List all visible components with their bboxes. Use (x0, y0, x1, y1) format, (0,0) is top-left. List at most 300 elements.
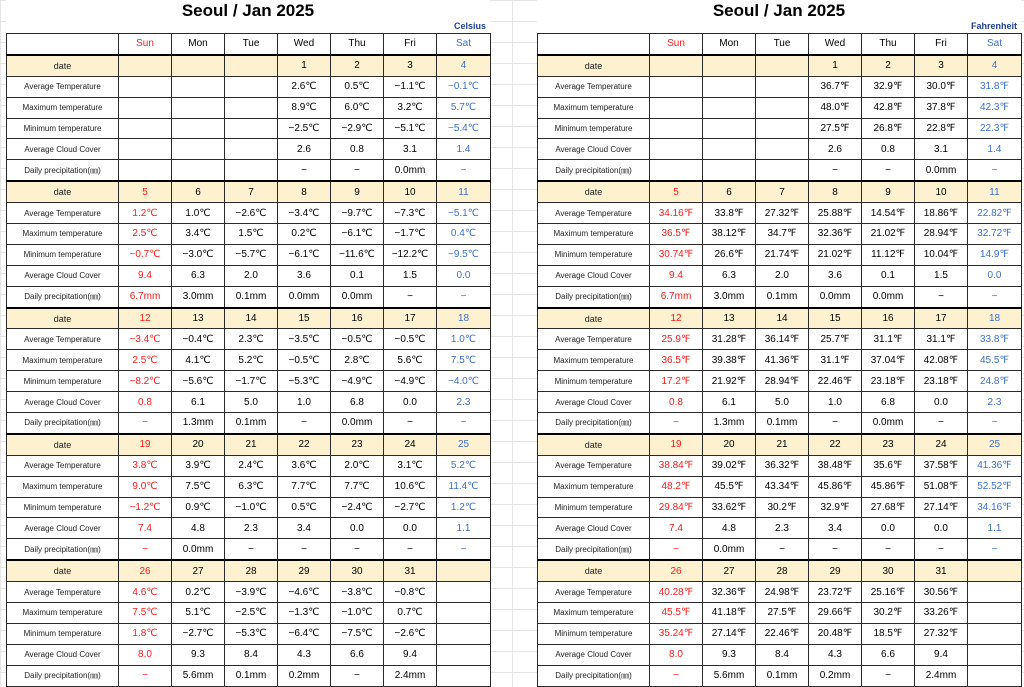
value-cell: 3.6 (809, 265, 862, 286)
value-cell (437, 603, 491, 624)
value-cell: 30.2℉ (756, 497, 809, 518)
date-cell: 5 (119, 181, 172, 202)
value-cell: 5.1℃ (172, 603, 225, 624)
value-cell: 33.62℉ (703, 497, 756, 518)
row-label: Maximum temperature (7, 224, 119, 245)
row-label: Daily precipitation(㎜) (538, 160, 650, 181)
value-cell (650, 97, 703, 118)
value-cell: 3.6℃ (278, 455, 331, 476)
row-label: Minimum temperature (7, 497, 119, 518)
value-cell (172, 97, 225, 118)
date-cell: 30 (331, 560, 384, 581)
value-cell: 0.8 (862, 139, 915, 160)
value-cell: 36.32℉ (756, 455, 809, 476)
value-cell: 27.68℉ (862, 497, 915, 518)
value-cell: 32.72℉ (968, 224, 1022, 245)
value-cell: 41.36℉ (756, 350, 809, 371)
value-cell: − (809, 539, 862, 560)
value-cell: −0.8℃ (384, 582, 437, 603)
precip-row (7, 665, 491, 686)
value-cell: 0.5℃ (278, 497, 331, 518)
value-cell: 1.1 (968, 518, 1022, 539)
value-cell: 7.7℃ (331, 476, 384, 497)
date-cell: 16 (331, 308, 384, 329)
value-cell: 33.8℉ (968, 329, 1022, 350)
row-label: date (7, 55, 119, 76)
value-cell: 38.84℉ (650, 455, 703, 476)
row-label: Average Cloud Cover (538, 644, 650, 665)
value-cell (225, 139, 278, 160)
row-label: Daily precipitation(㎜) (7, 160, 119, 181)
row-label: Average Temperature (538, 76, 650, 97)
value-cell (756, 160, 809, 181)
value-cell: 24.8℉ (968, 371, 1022, 392)
precip-row (538, 286, 1022, 307)
value-cell: 41.36℉ (968, 455, 1022, 476)
row-label: Daily precipitation(㎜) (7, 413, 119, 434)
avg-temp-row (7, 76, 491, 97)
row-label: Average Temperature (7, 455, 119, 476)
date-cell: 29 (278, 560, 331, 581)
value-cell: 23.18℉ (862, 371, 915, 392)
avg-temp-row (538, 455, 1022, 476)
value-cell: 32.36℉ (703, 582, 756, 603)
value-cell: − (809, 413, 862, 434)
date-cell: 27 (172, 560, 225, 581)
value-cell: − (278, 413, 331, 434)
value-cell: −8.2℃ (119, 371, 172, 392)
value-cell (119, 97, 172, 118)
value-cell: 3.0mm (172, 286, 225, 307)
date-cell: 21 (225, 434, 278, 455)
value-cell: 39.02℉ (703, 455, 756, 476)
value-cell: − (915, 539, 968, 560)
row-label: Average Temperature (7, 203, 119, 224)
value-cell: 14.9℉ (968, 244, 1022, 265)
row-label: Average Cloud Cover (7, 518, 119, 539)
value-cell: 6.3 (172, 265, 225, 286)
value-cell: 0.0 (384, 392, 437, 413)
value-cell: 1.0 (809, 392, 862, 413)
value-cell: − (225, 539, 278, 560)
value-cell: −6.4℃ (278, 623, 331, 644)
min-temp-row (538, 497, 1022, 518)
row-label: Minimum temperature (7, 244, 119, 265)
date-row (7, 181, 491, 202)
date-cell: 19 (650, 434, 703, 455)
precip-row (538, 539, 1022, 560)
value-cell: −4.9℃ (384, 371, 437, 392)
value-cell: 25.7℉ (809, 329, 862, 350)
min-temp-row (538, 623, 1022, 644)
value-cell: 2.6 (809, 139, 862, 160)
value-cell: 33.8℉ (703, 203, 756, 224)
value-cell: 21.92℉ (703, 371, 756, 392)
value-cell: 36.5℉ (650, 224, 703, 245)
value-cell (437, 644, 491, 665)
date-cell: 3 (384, 55, 437, 76)
value-cell: 48.0℉ (809, 97, 862, 118)
value-cell: 0.0 (437, 265, 491, 286)
value-cell: 17.2℉ (650, 371, 703, 392)
weekday-header-row (7, 34, 491, 55)
value-cell: 0.8 (331, 139, 384, 160)
date-cell: 2 (862, 55, 915, 76)
value-cell: 2.0 (756, 265, 809, 286)
value-cell: −5.1℃ (437, 203, 491, 224)
min-temp-row (7, 623, 491, 644)
value-cell: 5.6mm (703, 665, 756, 686)
min-temp-row (538, 244, 1022, 265)
value-cell: 0.0 (862, 518, 915, 539)
value-cell: − (437, 539, 491, 560)
avg-temp-row (538, 76, 1022, 97)
row-label: Average Temperature (7, 582, 119, 603)
date-cell: 13 (172, 308, 225, 329)
value-cell: 23.72℉ (809, 582, 862, 603)
value-cell: −5.3℃ (225, 623, 278, 644)
value-cell: 27.5℉ (809, 118, 862, 139)
value-cell: −4.0℃ (437, 371, 491, 392)
value-cell (172, 76, 225, 97)
value-cell: 45.86℉ (862, 476, 915, 497)
value-cell: 9.4 (384, 644, 437, 665)
unit-label: Fahrenheit (970, 21, 1017, 31)
avg-temp-row (7, 203, 491, 224)
date-cell: 11 (968, 181, 1022, 202)
value-cell: 28.94℉ (915, 224, 968, 245)
value-cell: −1.0℃ (331, 603, 384, 624)
value-cell: −2.5℃ (225, 603, 278, 624)
value-cell: 38.48℉ (809, 455, 862, 476)
value-cell: 2.3℃ (225, 329, 278, 350)
value-cell: −5.7℃ (225, 244, 278, 265)
row-label: Minimum temperature (7, 623, 119, 644)
value-cell: 20.48℉ (809, 623, 862, 644)
weather-table (537, 33, 1022, 687)
value-cell (172, 118, 225, 139)
value-cell: 29.84℉ (650, 497, 703, 518)
value-cell: 3.2℃ (384, 97, 437, 118)
value-cell: 0.1mm (756, 286, 809, 307)
value-cell: 25.9℉ (650, 329, 703, 350)
value-cell: 2.4mm (384, 665, 437, 686)
value-cell: −3.4℃ (119, 329, 172, 350)
value-cell: 36.5℉ (650, 350, 703, 371)
value-cell: 25.16℉ (862, 582, 915, 603)
value-cell: 39.38℉ (703, 350, 756, 371)
date-cell: 18 (968, 308, 1022, 329)
value-cell: 3.4 (278, 518, 331, 539)
header-corner (7, 34, 119, 55)
date-cell (968, 560, 1022, 581)
value-cell (437, 582, 491, 603)
precip-row (538, 413, 1022, 434)
date-cell: 23 (331, 434, 384, 455)
date-cell: 2 (331, 55, 384, 76)
value-cell: 31.1℉ (862, 329, 915, 350)
row-label: Average Temperature (7, 76, 119, 97)
cloud-cover-row (538, 644, 1022, 665)
precip-row (538, 665, 1022, 686)
row-label: date (7, 560, 119, 581)
value-cell (968, 603, 1022, 624)
date-cell: 24 (915, 434, 968, 455)
weekday-header: Mon (172, 34, 225, 55)
value-cell: 45.5℉ (703, 476, 756, 497)
value-cell: −3.4℃ (278, 203, 331, 224)
date-cell (225, 55, 278, 76)
value-cell: −1.0℃ (225, 497, 278, 518)
row-label: Daily precipitation(㎜) (7, 539, 119, 560)
date-cell: 28 (756, 560, 809, 581)
value-cell: 0.2℃ (278, 224, 331, 245)
value-cell: 0.1 (862, 265, 915, 286)
row-label: Average Cloud Cover (538, 139, 650, 160)
date-cell: 22 (809, 434, 862, 455)
value-cell: 1.5 (384, 265, 437, 286)
row-label: date (538, 308, 650, 329)
date-cell: 20 (703, 434, 756, 455)
value-cell: 0.2mm (809, 665, 862, 686)
value-cell: −0.4℃ (172, 329, 225, 350)
value-cell: − (809, 160, 862, 181)
value-cell: 8.9℃ (278, 97, 331, 118)
precip-row (7, 413, 491, 434)
value-cell (650, 118, 703, 139)
value-cell: 1.2℃ (119, 203, 172, 224)
value-cell: 2.6 (278, 139, 331, 160)
value-cell: 0.1 (331, 265, 384, 286)
value-cell: 1.5 (915, 265, 968, 286)
date-cell: 31 (915, 560, 968, 581)
value-cell: 23.18℉ (915, 371, 968, 392)
value-cell: −2.9℃ (331, 118, 384, 139)
value-cell: −5.3℃ (278, 371, 331, 392)
value-cell: 1.3mm (172, 413, 225, 434)
date-cell: 1 (278, 55, 331, 76)
weekday-header: Fri (915, 34, 968, 55)
precip-row (7, 539, 491, 560)
row-label: Average Cloud Cover (538, 518, 650, 539)
value-cell: 0.0mm (703, 539, 756, 560)
value-cell: 9.3 (703, 644, 756, 665)
value-cell (756, 139, 809, 160)
value-cell (650, 76, 703, 97)
value-cell: − (437, 413, 491, 434)
date-cell: 24 (384, 434, 437, 455)
value-cell: 0.0 (915, 392, 968, 413)
value-cell: 0.0mm (862, 286, 915, 307)
value-cell: −6.1℃ (278, 244, 331, 265)
value-cell: 43.34℉ (756, 476, 809, 497)
value-cell: −1.7℃ (384, 224, 437, 245)
value-cell: 22.8℉ (915, 118, 968, 139)
value-cell: 10.04℉ (915, 244, 968, 265)
date-cell: 16 (862, 308, 915, 329)
value-cell: 35.6℉ (862, 455, 915, 476)
value-cell: −2.6℃ (225, 203, 278, 224)
value-cell: 1.0℃ (437, 329, 491, 350)
avg-temp-row (7, 455, 491, 476)
row-label: Average Cloud Cover (7, 139, 119, 160)
value-cell: 0.1mm (225, 286, 278, 307)
weekday-header: Sat (437, 34, 491, 55)
value-cell: 5.0 (225, 392, 278, 413)
value-cell: 36.14℉ (756, 329, 809, 350)
date-cell: 7 (756, 181, 809, 202)
panel-title: Seoul / Jan 2025 (712, 1, 846, 20)
max-temp-row (7, 603, 491, 624)
value-cell: 30.56℉ (915, 582, 968, 603)
value-cell (703, 76, 756, 97)
date-cell: 19 (119, 434, 172, 455)
fahrenheit-panel (537, 0, 1021, 687)
value-cell: 31.1℉ (809, 350, 862, 371)
value-cell: 45.5℉ (650, 603, 703, 624)
value-cell: 0.7℃ (384, 603, 437, 624)
value-cell: 6.6 (862, 644, 915, 665)
weekday-header: Tue (225, 34, 278, 55)
value-cell (119, 118, 172, 139)
value-cell (650, 139, 703, 160)
value-cell: 21.02℉ (809, 244, 862, 265)
value-cell: − (968, 286, 1022, 307)
date-cell: 4 (437, 55, 491, 76)
row-label: Daily precipitation(㎜) (7, 286, 119, 307)
value-cell: 0.0mm (915, 160, 968, 181)
row-label: Average Cloud Cover (538, 265, 650, 286)
date-cell: 20 (172, 434, 225, 455)
date-row (7, 55, 491, 76)
row-label: Average Cloud Cover (7, 644, 119, 665)
row-label: Average Cloud Cover (7, 265, 119, 286)
value-cell: 6.8 (331, 392, 384, 413)
value-cell: −0.5℃ (331, 329, 384, 350)
row-label: Minimum temperature (7, 371, 119, 392)
date-cell: 9 (331, 181, 384, 202)
value-cell: 26.6℉ (703, 244, 756, 265)
value-cell: 3.4 (809, 518, 862, 539)
row-label: Minimum temperature (538, 497, 650, 518)
value-cell: −12.2℃ (384, 244, 437, 265)
unit-label: Celsius (453, 21, 486, 31)
value-cell: 35.24℉ (650, 623, 703, 644)
value-cell: 8.0 (119, 644, 172, 665)
value-cell: 0.1mm (225, 665, 278, 686)
value-cell: 2.5℃ (119, 350, 172, 371)
value-cell: 2.4℃ (225, 455, 278, 476)
date-cell: 9 (862, 181, 915, 202)
value-cell: 5.6℃ (384, 350, 437, 371)
value-cell (968, 582, 1022, 603)
value-cell: 0.0mm (172, 539, 225, 560)
value-cell: 25.88℉ (809, 203, 862, 224)
weekday-header: Thu (862, 34, 915, 55)
value-cell: −7.3℃ (384, 203, 437, 224)
value-cell: − (331, 539, 384, 560)
value-cell: 7.4 (650, 518, 703, 539)
value-cell: 18.86℉ (915, 203, 968, 224)
date-cell: 8 (278, 181, 331, 202)
row-label: Daily precipitation(㎜) (538, 665, 650, 686)
value-cell: 37.8℉ (915, 97, 968, 118)
date-cell: 17 (915, 308, 968, 329)
value-cell: − (119, 413, 172, 434)
date-row (7, 434, 491, 455)
value-cell: 31.28℉ (703, 329, 756, 350)
row-label: Average Temperature (538, 455, 650, 476)
value-cell: 5.2℃ (437, 455, 491, 476)
date-cell: 14 (756, 308, 809, 329)
value-cell: 34.16℉ (968, 497, 1022, 518)
value-cell: −2.7℃ (172, 623, 225, 644)
row-label: Daily precipitation(㎜) (538, 539, 650, 560)
date-cell: 6 (172, 181, 225, 202)
value-cell: 6.6 (331, 644, 384, 665)
date-cell: 3 (915, 55, 968, 76)
value-cell: 7.5℃ (437, 350, 491, 371)
value-cell: 36.7℉ (809, 76, 862, 97)
value-cell: 0.8 (650, 392, 703, 413)
value-cell: − (119, 665, 172, 686)
value-cell (650, 160, 703, 181)
cloud-cover-row (7, 644, 491, 665)
value-cell: − (968, 160, 1022, 181)
row-label: Maximum temperature (538, 603, 650, 624)
date-row (7, 308, 491, 329)
value-cell: −4.6℃ (278, 582, 331, 603)
value-cell: −1.3℃ (278, 603, 331, 624)
value-cell: 6.3℃ (225, 476, 278, 497)
value-cell: 2.4mm (915, 665, 968, 686)
date-cell: 1 (809, 55, 862, 76)
date-cell: 12 (650, 308, 703, 329)
value-cell: 10.6℃ (384, 476, 437, 497)
value-cell: −2.5℃ (278, 118, 331, 139)
value-cell: −0.7℃ (119, 244, 172, 265)
date-cell (119, 55, 172, 76)
value-cell: 52.52℉ (968, 476, 1022, 497)
value-cell: 37.04℉ (862, 350, 915, 371)
value-cell: 0.0mm (862, 413, 915, 434)
value-cell: −9.7℃ (331, 203, 384, 224)
value-cell: −3.8℃ (331, 582, 384, 603)
weekday-header: Thu (331, 34, 384, 55)
value-cell: 5.2℃ (225, 350, 278, 371)
value-cell: 6.0℃ (331, 97, 384, 118)
row-label: Maximum temperature (538, 476, 650, 497)
min-temp-row (7, 118, 491, 139)
value-cell: 1.5℃ (225, 224, 278, 245)
date-cell (437, 560, 491, 581)
row-label: Maximum temperature (7, 350, 119, 371)
value-cell: 8.4 (756, 644, 809, 665)
value-cell: 34.7℉ (756, 224, 809, 245)
value-cell: − (437, 286, 491, 307)
min-temp-row (538, 371, 1022, 392)
value-cell: 2.3 (437, 392, 491, 413)
date-cell: 13 (703, 308, 756, 329)
value-cell: − (331, 160, 384, 181)
row-label: Daily precipitation(㎜) (7, 665, 119, 686)
min-temp-row (7, 244, 491, 265)
date-cell: 4 (968, 55, 1022, 76)
row-label: Average Temperature (7, 329, 119, 350)
precip-row (7, 160, 491, 181)
value-cell: 30.2℉ (862, 603, 915, 624)
value-cell (119, 160, 172, 181)
